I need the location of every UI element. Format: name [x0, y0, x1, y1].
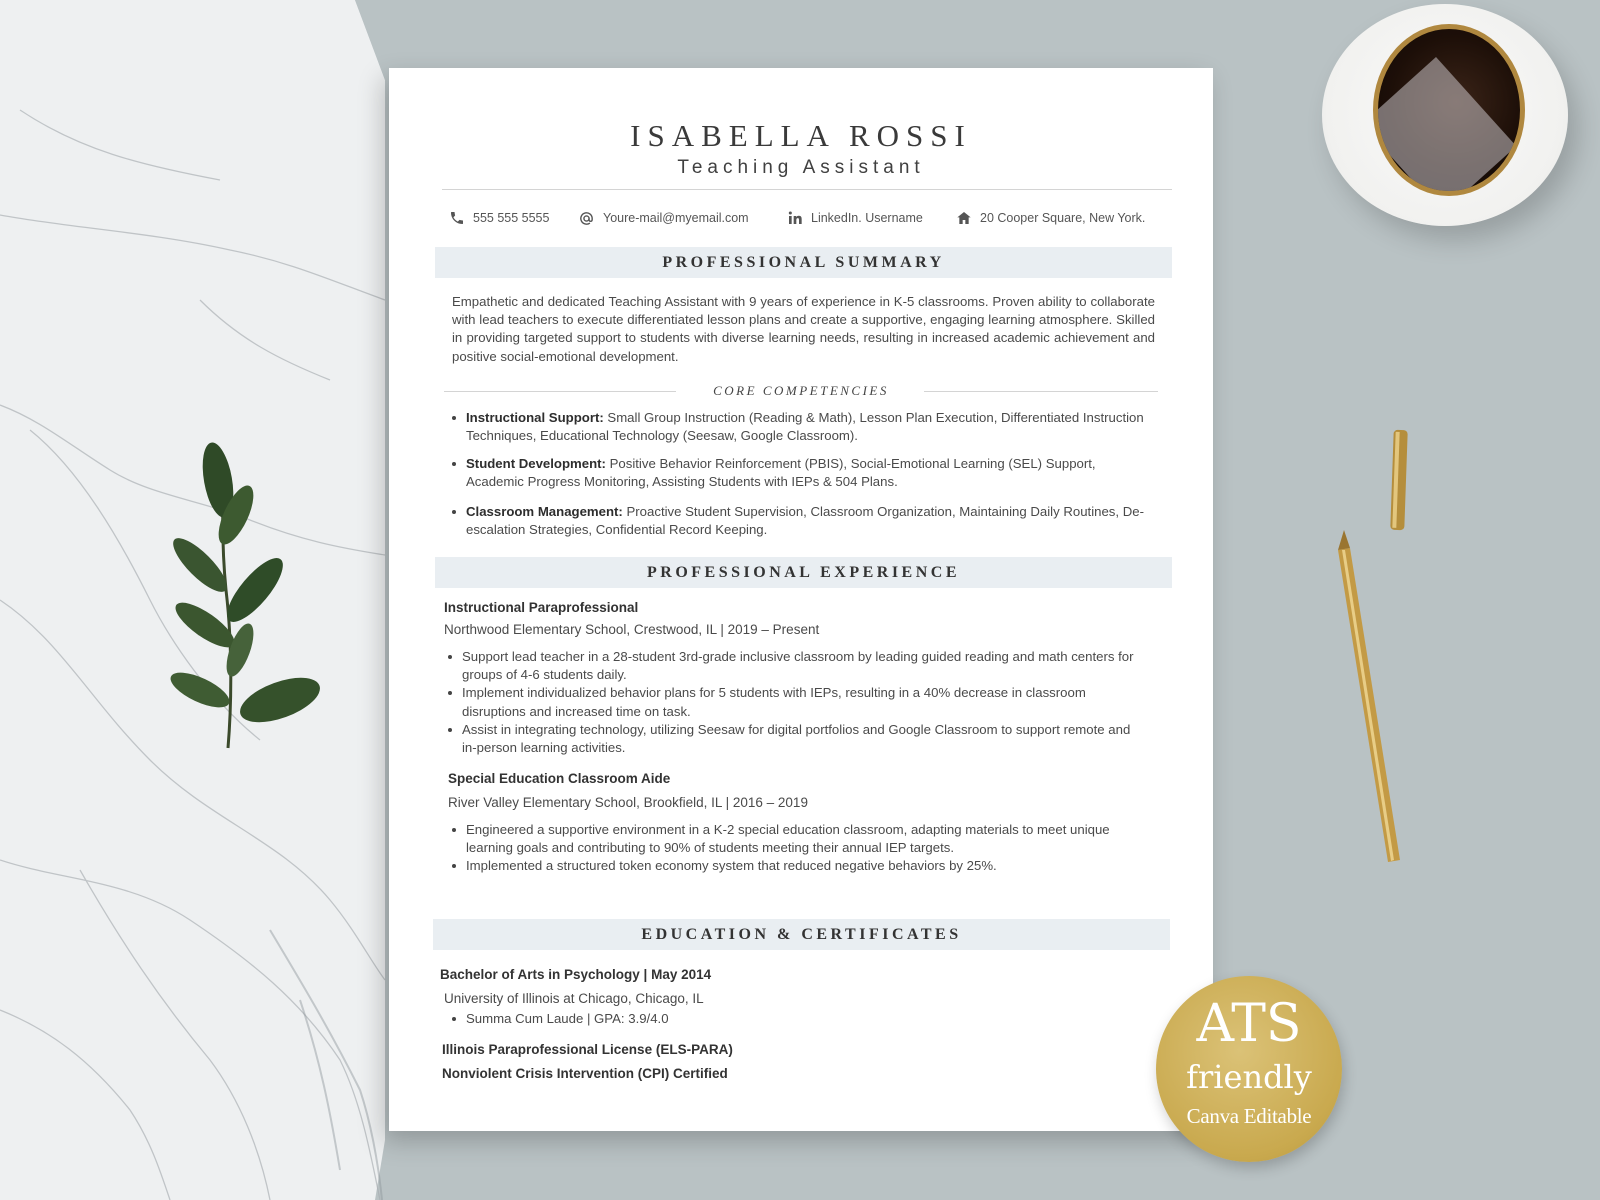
- list-item: [450, 409, 1150, 445]
- list-item: Assist in integrating technology, utilizing Seesaw for digital portfolios and Google Classroom to support remote and in-person learning activities.: [446, 721, 1136, 757]
- list-item: Implement individualized behavior plans for 5 students with IEPs, resulting in a 40% decrease in classroom disruptions and increased time on task.: [446, 684, 1136, 720]
- list-item: Support lead teacher in a 28-student 3rd-grade inclusive classroom by leading guided reading and math centers for groups of 4-6 students daily.: [446, 648, 1136, 684]
- linkedin-text: LinkedIn. Username: [811, 211, 923, 225]
- resume-page: [389, 68, 1213, 1131]
- phone-text: 555 555 5555: [473, 211, 550, 225]
- list-item: Engineered a supportive environment in a K-2 special education classroom, adapting materials to meet unique learning goals and contributing to 90% of students meeting their annual IEP targets.: [450, 821, 1140, 857]
- phone-icon: [449, 210, 465, 226]
- competencies-divider-right: [924, 391, 1158, 392]
- home-icon: [956, 210, 972, 226]
- contact-email: [578, 208, 749, 228]
- competency-label: Classroom Management:: [466, 504, 623, 519]
- contact-phone: [449, 208, 549, 228]
- at-icon: [578, 210, 595, 227]
- job-bullets: [450, 821, 1140, 876]
- linkedin-icon: [787, 210, 803, 226]
- competency-text: Positive Behavior Reinforcement (PBIS), Social-Emotional Learning (SEL) Support, Academic Progress Monitoring, Assisting Students with IEPs & 504 Plans.: [466, 456, 1096, 490]
- contact-linkedin: [787, 208, 923, 228]
- summary-text: Empathetic and dedicated Teaching Assistant with 9 years of experience in K-5 classrooms. Proven ability to collaborate with lead teachers to execute differentiated lesson plans and create a supportive, engaging learning atmosphere. Skilled in providing targeted support to students with diverse learning needs, resulting in increased academic achievement and positive social-emotional development.: [452, 294, 1155, 364]
- license: Illinois Paraprofessional License (ELS-PARA): [442, 1042, 733, 1057]
- competencies-list: [450, 409, 1150, 445]
- summary-heading: PROFESSIONAL SUMMARY: [662, 254, 945, 271]
- job-place: River Valley Elementary School, Brookfield, IL | 2016 – 2019: [448, 795, 808, 810]
- degree: Bachelor of Arts in Psychology | May 2014: [440, 967, 712, 982]
- competency-text: Proactive Student Supervision, Classroom Organization, Maintaining Daily Routines, De-escalation Strategies, Confidential Record Keeping.: [466, 504, 1144, 538]
- job-bullets: [446, 648, 1136, 757]
- education-heading: EDUCATION & CERTIFICATES: [641, 926, 962, 943]
- header-divider: [442, 189, 1172, 190]
- experience-heading: PROFESSIONAL EXPERIENCE: [647, 564, 960, 581]
- competency-text: Small Group Instruction (Reading & Math), Lesson Plan Execution, Differentiated Instruction Techniques, Educational Technology (Seesaw, Google Classroom).: [466, 410, 1144, 444]
- badge-line-ats: ATS: [1196, 994, 1302, 1054]
- list-item: Implemented a structured token economy system that reduced negative behaviors by 25%.: [450, 857, 1140, 875]
- education-heading-band: [433, 919, 1170, 950]
- candidate-title: Teaching Assistant: [677, 157, 925, 178]
- list-item: [450, 503, 1150, 539]
- experience-heading-band: [435, 557, 1172, 588]
- ats-badge: [1156, 976, 1342, 1162]
- badge-line-canva: Canva Editable: [1186, 1104, 1312, 1128]
- competencies-list: [450, 455, 1150, 491]
- honors-list: [450, 1010, 1050, 1028]
- competencies-heading: CORE COMPETENCIES: [713, 383, 889, 398]
- competency-label: Instructional Support:: [466, 410, 604, 425]
- job-title: Instructional Paraprofessional: [444, 600, 639, 615]
- competency-label: Student Development:: [466, 456, 606, 471]
- candidate-name: ISABELLA ROSSI: [630, 118, 972, 153]
- badge-line-friendly: friendly: [1186, 1058, 1312, 1096]
- job-title: Special Education Classroom Aide: [448, 771, 671, 786]
- competencies-list: [450, 503, 1150, 539]
- address-text: 20 Cooper Square, New York.: [980, 211, 1146, 225]
- summary-heading-band: [435, 247, 1172, 278]
- list-item: Summa Cum Laude | GPA: 3.9/4.0: [450, 1010, 1050, 1028]
- contact-address: [956, 208, 1145, 228]
- email-text: Youre-mail@myemail.com: [603, 211, 749, 225]
- coffee: [1373, 24, 1525, 196]
- gold-pen: [1330, 420, 1430, 880]
- certification: Nonviolent Crisis Intervention (CPI) Certified: [442, 1066, 728, 1081]
- school: University of Illinois at Chicago, Chicago, IL: [444, 991, 704, 1006]
- job-place: Northwood Elementary School, Crestwood, IL | 2019 – Present: [444, 622, 820, 637]
- list-item: [450, 455, 1150, 491]
